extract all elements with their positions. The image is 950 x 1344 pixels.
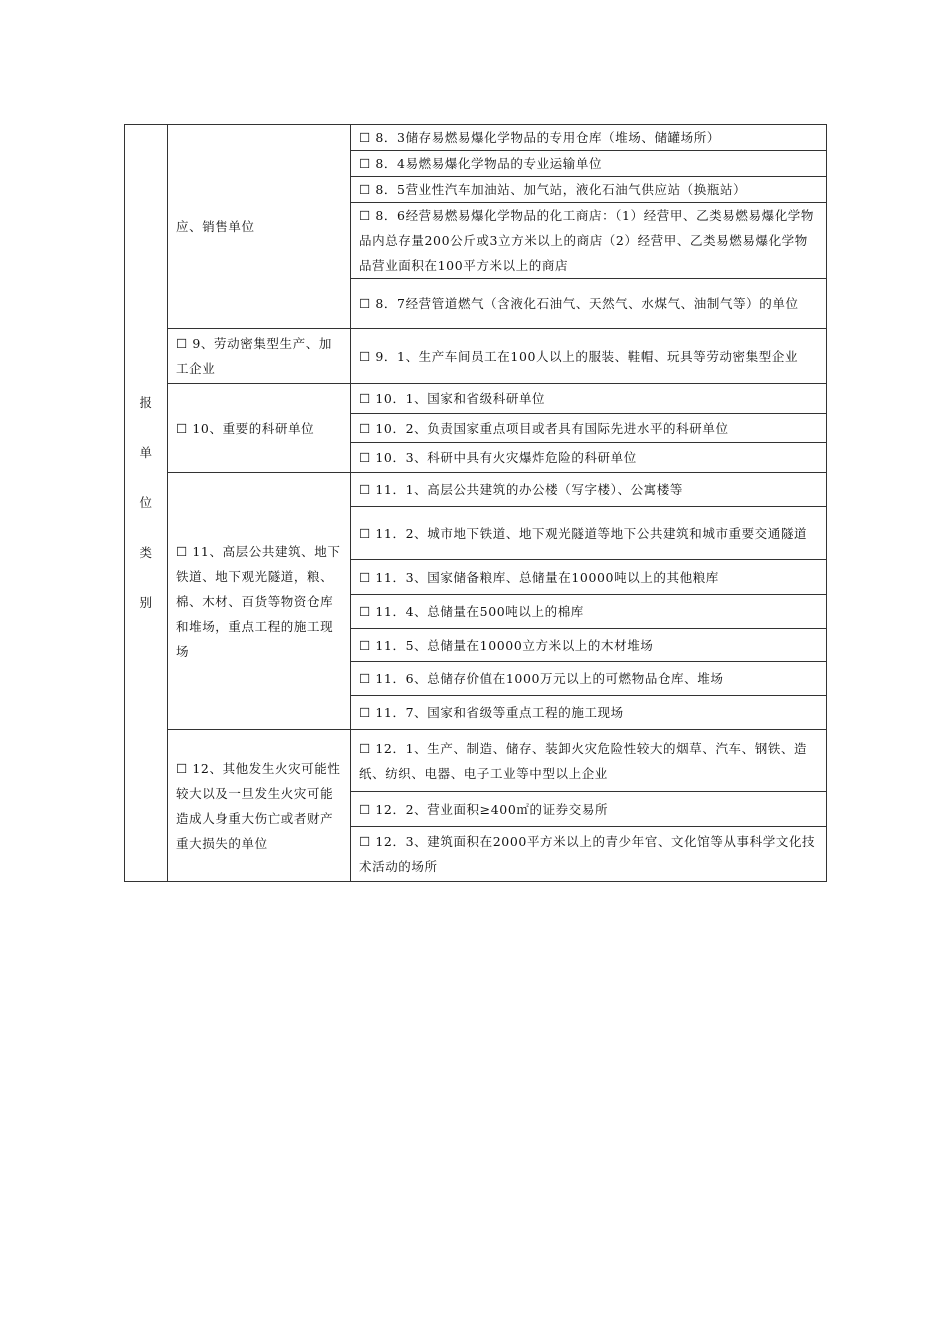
table-row	[125, 125, 827, 151]
side-label-char: 位	[139, 495, 153, 510]
item-cell: ☐ 11．7、国家和省级等重点工程的施工现场	[351, 696, 827, 730]
side-label-char: 单	[139, 445, 153, 460]
category-cell: 应、销售单位	[168, 125, 351, 329]
table-row	[125, 473, 827, 507]
item-cell: ☐ 11．4、总储量在500吨以上的棉库	[351, 595, 827, 629]
item-cell: ☐ 8．4易燃易爆化学物品的专业运输单位	[351, 151, 827, 177]
item-cell: ☐ 10．2、负责国家重点项目或者具有国际先进水平的科研单位	[351, 414, 827, 443]
item-cell: ☐ 11．5、总储量在10000立方米以上的木材堆场	[351, 629, 827, 662]
category-cell: ☐ 12、其他发生火灾可能性较大以及一旦发生火灾可能造成人身重大伤亡或者财产重大损失的单位	[168, 730, 351, 882]
item-cell: ☐ 12．2、营业面积≥400㎡的证券交易所	[351, 792, 827, 827]
item-cell: ☐ 10．3、科研中具有火灾爆炸危险的科研单位	[351, 443, 827, 473]
category-cell: ☐ 11、高层公共建筑、地下铁道、地下观光隧道，粮、棉、木材、百货等物资仓库和堆场，重点工程的施工现场	[168, 473, 351, 730]
table-row	[125, 730, 827, 792]
side-label-char: 报	[139, 395, 153, 410]
item-cell: ☐ 9．1、生产车间员工在100人以上的服装、鞋帽、玩具等劳动密集型企业	[351, 329, 827, 384]
item-cell: ☐ 11．1、高层公共建筑的办公楼（写字楼）、公寓楼等	[351, 473, 827, 507]
item-cell: ☐ 12．3、建筑面积在2000平方米以上的青少年官、文化馆等从事科学文化技术活动的场所	[351, 827, 827, 882]
item-cell: ☐ 8．7经营管道燃气（含液化石油气、天然气、水煤气、油制气等）的单位	[351, 279, 827, 329]
item-cell: ☐ 8．6经营易燃易爆化学物品的化工商店：（1）经营甲、乙类易燃易爆化学物品内总存量200公斤或3立方米以上的商店（2）经营甲、乙类易燃易爆化学物品营业面积在100平方米以上的商店	[351, 203, 827, 279]
item-cell: ☐ 11．6、总储存价值在1000万元以上的可燃物品仓库、堆场	[351, 662, 827, 696]
side-label-cell	[125, 125, 168, 882]
item-cell: ☐ 11．2、城市地下铁道、地下观光隧道等地下公共建筑和城市重要交通隧道	[351, 507, 827, 560]
item-cell: ☐ 11．3、国家储备粮库、总储量在10000吨以上的其他粮库	[351, 560, 827, 595]
item-cell: ☐ 8．5营业性汽车加油站、加气站，液化石油气供应站（换瓶站）	[351, 177, 827, 203]
item-cell: ☐ 10．1、国家和省级科研单位	[351, 384, 827, 414]
side-label-char: 别	[139, 595, 153, 610]
unit-category-table	[124, 124, 827, 882]
table-row	[125, 384, 827, 414]
category-cell: ☐ 9、劳动密集型生产、加工企业	[168, 329, 351, 384]
side-label-char: 类	[139, 545, 153, 560]
item-cell: ☐ 12．1、生产、制造、储存、装卸火灾危险性较大的烟草、汽车、钢铁、造纸、纺织、电器、电子工业等中型以上企业	[351, 730, 827, 792]
table-row	[125, 329, 827, 384]
item-cell: ☐ 8．3储存易燃易爆化学物品的专用仓库（堆场、储罐场所）	[351, 125, 827, 151]
category-cell: ☐ 10、重要的科研单位	[168, 384, 351, 473]
